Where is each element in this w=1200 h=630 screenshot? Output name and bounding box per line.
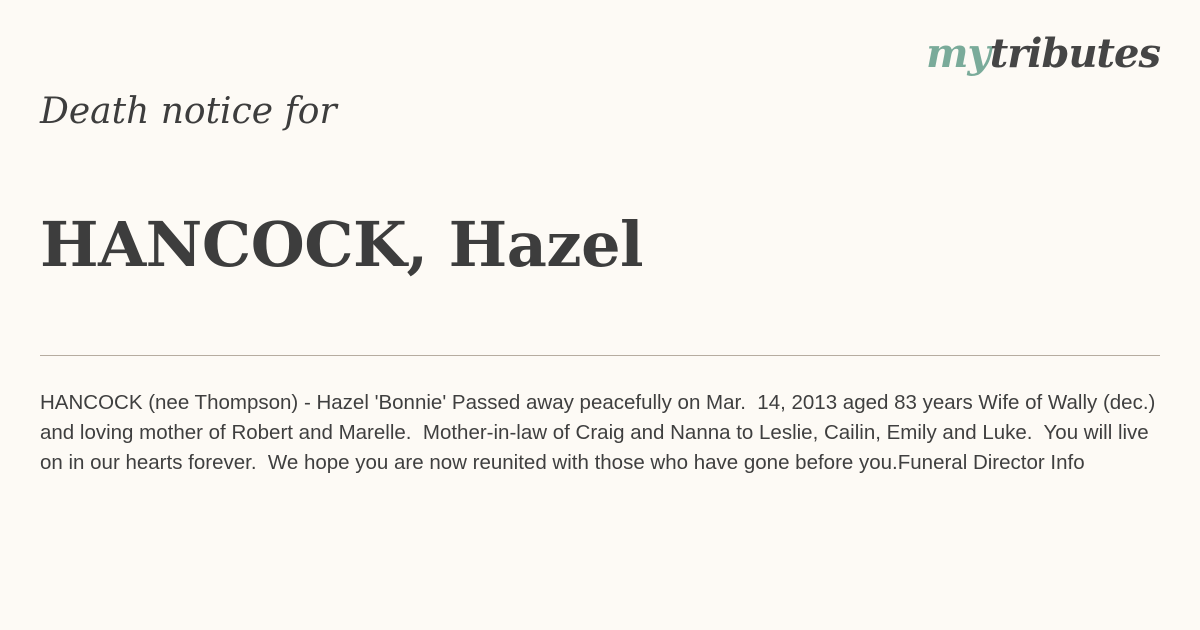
deceased-name: HANCOCK, Hazel xyxy=(40,208,644,281)
logo-prefix: my xyxy=(926,30,990,77)
notice-kicker: Death notice for xyxy=(40,91,337,132)
divider xyxy=(40,355,1160,356)
notice-body: HANCOCK (nee Thompson) - Hazel 'Bonnie' Passed away peacefully on Mar. 14, 2013 aged 83 years Wife of Wally (dec.) and loving mother of Robert and Marelle. Mother-in-law of Craig and Nanna to Leslie, Cailin, Emily and Luke. You will live on in our hearts forever. We hope you are now reunited with those who have gone before you.Funeral Director Info xyxy=(40,391,1162,474)
logo-name: tributes xyxy=(989,30,1160,77)
mytributes-logo xyxy=(926,30,1160,77)
